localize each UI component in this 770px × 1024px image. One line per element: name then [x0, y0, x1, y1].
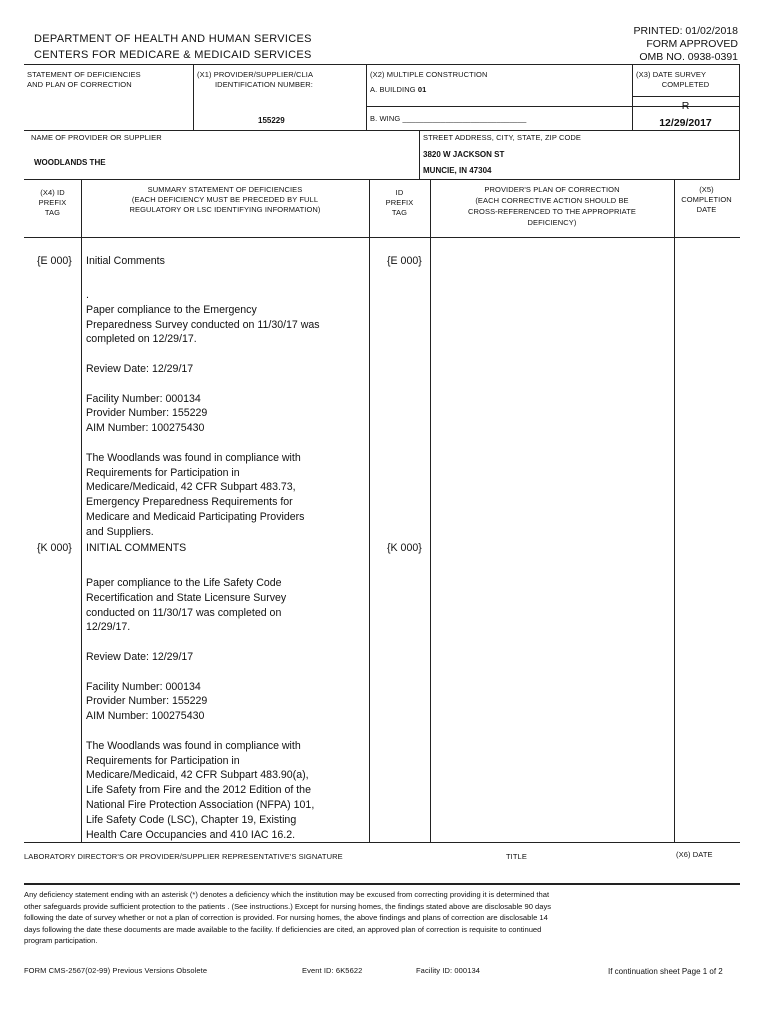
facility-id: Facility ID: 000134 — [416, 966, 481, 975]
info-right-border — [739, 64, 740, 179]
provider-name: WOODLANDS THE — [34, 158, 106, 167]
x1-col-divider — [193, 64, 194, 130]
id-col-divider — [430, 179, 431, 842]
x3-date-completed: 12/29/2017 — [659, 117, 712, 129]
wing-label: B. WING — [370, 114, 401, 123]
page-indicator: If continuation sheet Page 1 of 2 — [608, 967, 723, 976]
entry-paragraph: Facility Number: 000134 Provider Number: 155229 AIM Number: 100275430 — [86, 392, 208, 435]
id-header-1: ID — [395, 188, 404, 197]
entry-tag: {K 000} — [37, 542, 72, 554]
x5-header-3: DATE — [696, 205, 717, 214]
info-mid-border — [24, 130, 740, 131]
plan-header-4: DEFICIENCY) — [527, 218, 577, 227]
signature-border — [24, 842, 740, 843]
summary-header-2: (EACH DEFICIENCY MUST BE PRECEDED BY FULL — [131, 195, 319, 204]
entry-paragraph: The Woodlands was found in compliance with Requirements for Participation in Medicare/Medicaid, 42 CFR Subpart 483.90(a), Life Safety from Fire and the 2012 Edition of the National Fire Protection Association (NFPA) 101, Life Safety Code (LSC), Chapter 19, Existing Health Care Occupancies and 410 IAC 16.2. — [86, 739, 315, 841]
wing-blank: _____________________________ — [402, 114, 527, 123]
plan-header-1: PROVIDER'S PLAN OF CORRECTION — [484, 185, 620, 194]
entry-id-tag: {K 000} — [387, 542, 422, 554]
summary-header-1: SUMMARY STATEMENT OF DEFICIENCIES — [147, 185, 303, 194]
x1-label-2: IDENTIFICATION NUMBER: — [215, 80, 313, 89]
x2-label: (X2) MULTIPLE CONSTRUCTION — [370, 70, 488, 79]
entry-dot: . — [86, 289, 89, 301]
event-id: Event ID: 6K5622 — [302, 966, 363, 975]
plan-header-3: CROSS-REFERENCED TO THE APPROPRIATE — [468, 207, 636, 216]
date-divider — [632, 96, 740, 97]
entry-paragraph: The Woodlands was found in compliance with Requirements for Participation in Medicare/Medicaid, 42 CFR Subpart 483.73, Emergency Preparedness Requirements for Medicare and Medicaid Participating Providers and Suppliers. — [86, 451, 305, 538]
building-value: 01 — [417, 85, 427, 94]
entry-title: Initial Comments — [86, 255, 165, 267]
omb-number: OMB NO. 0938-0391 — [639, 51, 738, 63]
x4-header-2: PREFIX — [38, 198, 67, 207]
x3-label-2: COMPLETED — [661, 80, 710, 89]
x3-label-1: (X3) DATE SURVEY — [636, 70, 707, 79]
entry-title: INITIAL COMMENTS — [86, 542, 187, 554]
title-label: TITLE — [506, 852, 527, 861]
entry-id-tag: {E 000} — [387, 255, 422, 267]
signature-date-label: (X6) DATE — [676, 850, 713, 859]
x5-header-1: (X5) — [699, 185, 714, 194]
x3-code: R — [681, 100, 690, 112]
x1-label-1: (X1) PROVIDER/SUPPLIER/CLIA — [197, 70, 314, 79]
entry-paragraph: Facility Number: 000134 Provider Number: 155229 AIM Number: 100275430 — [86, 680, 208, 723]
id-header-2: PREFIX — [385, 198, 414, 207]
entry-paragraph: Paper compliance to the Emergency Preparedness Survey conducted on 11/30/17 was completed on 12/29/17. — [86, 303, 320, 346]
wing-row — [370, 114, 526, 124]
form-approved: FORM APPROVED — [646, 38, 738, 50]
entry-body — [86, 576, 368, 842]
x4-header-3: TAG — [44, 208, 61, 217]
signature-label: LABORATORY DIRECTOR'S OR PROVIDER/SUPPLIER REPRESENTATIVE'S SIGNATURE — [24, 852, 343, 861]
entry-paragraph: Paper compliance to the Life Safety Code Recertification and State Licensure Survey conducted on 11/30/17 was completed on 12/29/17. — [86, 577, 287, 634]
entry-tag: {E 000} — [37, 255, 72, 267]
id-header-3: TAG — [391, 208, 408, 217]
info-bottom-border — [24, 179, 740, 180]
provider-label: NAME OF PROVIDER OR SUPPLIER — [31, 133, 162, 142]
agency-line-2: CENTERS FOR MEDICARE & MEDICAID SERVICES — [34, 49, 312, 61]
disclaimer-border — [24, 883, 740, 885]
column-header-border — [24, 237, 740, 238]
statement-label-1: STATEMENT OF DEFICIENCIES — [27, 70, 141, 79]
x5-header-2: COMPLETION — [681, 195, 732, 204]
entry-paragraph: Review Date: 12/29/17 — [86, 362, 194, 375]
plan-col-divider — [674, 179, 675, 842]
building-label: A. BUILDING — [370, 85, 416, 94]
address-street: 3820 W JACKSON ST — [423, 150, 505, 159]
tag-col-divider — [81, 179, 82, 842]
agency-line-1: DEPARTMENT OF HEALTH AND HUMAN SERVICES — [34, 33, 312, 45]
disclaimer-text: Any deficiency statement ending with an asterisk (*) denotes a deficiency which the institution may be excused from correcting providing it is determined that other safeguards provide sufficient protection to the patients . (See instructions.) Except for nursing homes, the findings stated above are disclosable 90 days following the date of survey whether or not a plan of correction is provided. For nursing homes, the above findings and plans of correction are disclosable 14 days following the date these documents are made available to the facility. If deficiencies are cited, an approved plan of correction is requisite to continued program participation. — [24, 890, 552, 945]
statement-label-2: AND PLAN OF CORRECTION — [27, 80, 132, 89]
summary-header-3: REGULATORY OR LSC IDENTIFYING INFORMATION) — [129, 205, 321, 214]
address-label: STREET ADDRESS, CITY, STATE, ZIP CODE — [423, 133, 582, 142]
address-col-divider — [419, 130, 420, 179]
address-city: MUNCIE, IN 47304 — [423, 166, 492, 175]
printed-date: PRINTED: 01/02/2018 — [633, 25, 738, 37]
x1-identification-number: 155229 — [258, 116, 285, 125]
building-row — [370, 85, 426, 95]
summary-col-divider — [369, 179, 370, 842]
x2-col-divider — [366, 64, 367, 130]
x4-header-1: (X4) ID — [40, 188, 65, 197]
plan-header-2: (EACH CORRECTIVE ACTION SHOULD BE — [475, 196, 629, 205]
form-number: FORM CMS-2567(02-99) Previous Versions Obsolete — [24, 966, 208, 975]
entry-paragraph: Review Date: 12/29/17 — [86, 650, 194, 663]
entry-body — [86, 288, 368, 554]
